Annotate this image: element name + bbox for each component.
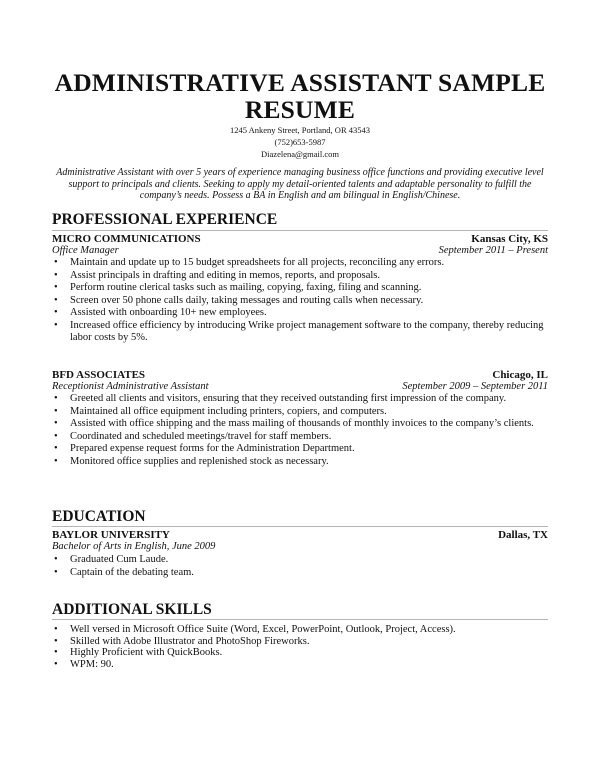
company-name: BFD ASSOCIATES	[52, 369, 146, 381]
list-item: • Coordinated and scheduled meetings/travel for staff members.	[54, 430, 332, 442]
list-item: • Prepared expense request forms for the Administration Department.	[54, 443, 355, 454]
job-location: Chicago, IL	[492, 369, 548, 381]
list-item: • Assisted with office shipping and the mass mailing of thousands of monthly invoices to the company’s clients.	[54, 418, 534, 429]
bullet-icon: •	[54, 430, 58, 442]
resume-title: ADMINISTRATIVE ASSISTANT SAMPLE	[54, 68, 546, 97]
job-title: Receptionist Administrative Assistant	[52, 381, 209, 392]
bullet-icon: •	[54, 443, 58, 454]
section-heading-education: EDUCATION	[52, 508, 146, 525]
bullet-icon: •	[54, 269, 58, 281]
job-dates: September 2011 – Present	[438, 245, 548, 256]
bullet-icon: •	[54, 282, 58, 293]
section-heading-experience: PROFESSIONAL EXPERIENCE	[52, 211, 278, 228]
bullet-icon: •	[54, 566, 58, 578]
list-item: • Greeted all clients and visitors, ensuring that they received outstanding first impression of the company.	[54, 393, 507, 404]
contact-email: Diazelena@gmail.com	[261, 149, 339, 159]
bullet-icon: •	[54, 658, 58, 670]
list-item: • Maintained all office equipment including printers, copiers, and computers.	[54, 405, 387, 417]
bullet-icon: •	[54, 455, 58, 467]
list-item: • Well versed in Microsoft Office Suite (Word, Excel, PowerPoint, Outlook, Project, Access).	[54, 624, 456, 635]
degree-line	[52, 541, 548, 554]
list-item: • Assist principals in drafting and editing in memos, reports, and proposals.	[54, 269, 380, 281]
job-title: Office Manager	[52, 245, 119, 256]
bullet-icon: •	[54, 319, 58, 331]
list-item: • WPM: 90.	[54, 658, 114, 670]
bullet-icon: •	[54, 418, 58, 429]
list-item: • Assisted with onboarding 10+ new employees.	[54, 307, 267, 318]
job-bullet-list	[52, 257, 548, 345]
school-location: Dallas, TX	[498, 529, 548, 541]
skills-bullet-list	[52, 624, 548, 670]
list-item: • Perform routine clerical tasks such as mailing, copying, faxing, filing and scanning.	[54, 282, 422, 293]
list-item: • Maintain and update up to 15 budget spreadsheets for all projects, reconciling any errors.	[54, 257, 445, 268]
bullet-icon: •	[54, 554, 58, 565]
list-item: • Screen over 50 phone calls daily, taking messages and routing calls when necessary.	[54, 294, 424, 306]
contact-phone: (752)653-5987	[274, 137, 326, 147]
summary-paragraph: Administrative Assistant with over 5 years of experience managing business office functions and providing executive level support to principals and clients. Seeking to apply my detail-oriented talents and adaptable personality to fulfill the company’s needs. Possess a BA in English and am bilingual in English/Chinese.	[56, 167, 544, 201]
degree: Bachelor of Arts in English, June 2009	[52, 541, 216, 552]
education-bullet-list	[52, 554, 548, 579]
list-item: • Graduated Cum Laude.	[54, 554, 169, 565]
bullet-icon: •	[54, 635, 58, 647]
company-name: MICRO COMMUNICATIONS	[52, 233, 201, 245]
list-item: • Highly Proficient with QuickBooks.	[54, 647, 223, 658]
bullet-icon: •	[54, 405, 58, 417]
list-item: • Increased office efficiency by introducing Wrike project management software to the company, thereby reducing labor costs by 5%.	[54, 319, 544, 343]
list-item: • Skilled with Adobe Illustrator and PhotoShop Fireworks.	[54, 635, 310, 647]
bullet-icon: •	[54, 307, 58, 318]
list-item: • Captain of the debating team.	[54, 566, 194, 578]
section-divider	[52, 526, 548, 527]
bullet-icon: •	[54, 647, 58, 658]
list-item: • Monitored office supplies and replenished stock as necessary.	[54, 455, 329, 467]
contact-address: 1245 Ankeny Street, Portland, OR 43543	[229, 125, 370, 135]
bullet-icon: •	[54, 257, 58, 268]
job-bullet-list	[52, 393, 548, 468]
job-location: Kansas City, KS	[471, 233, 548, 245]
section-heading-skills: ADDITIONAL SKILLS	[52, 601, 212, 618]
school-name: BAYLOR UNIVERSITY	[52, 529, 170, 541]
bullet-icon: •	[54, 624, 58, 635]
section-divider	[52, 230, 548, 231]
bullet-icon: •	[54, 393, 58, 404]
job-dates: September 2009 – September 2011	[402, 381, 548, 392]
bullet-icon: •	[54, 294, 58, 306]
section-divider	[52, 619, 548, 620]
resume-title-line2: RESUME	[244, 95, 356, 124]
